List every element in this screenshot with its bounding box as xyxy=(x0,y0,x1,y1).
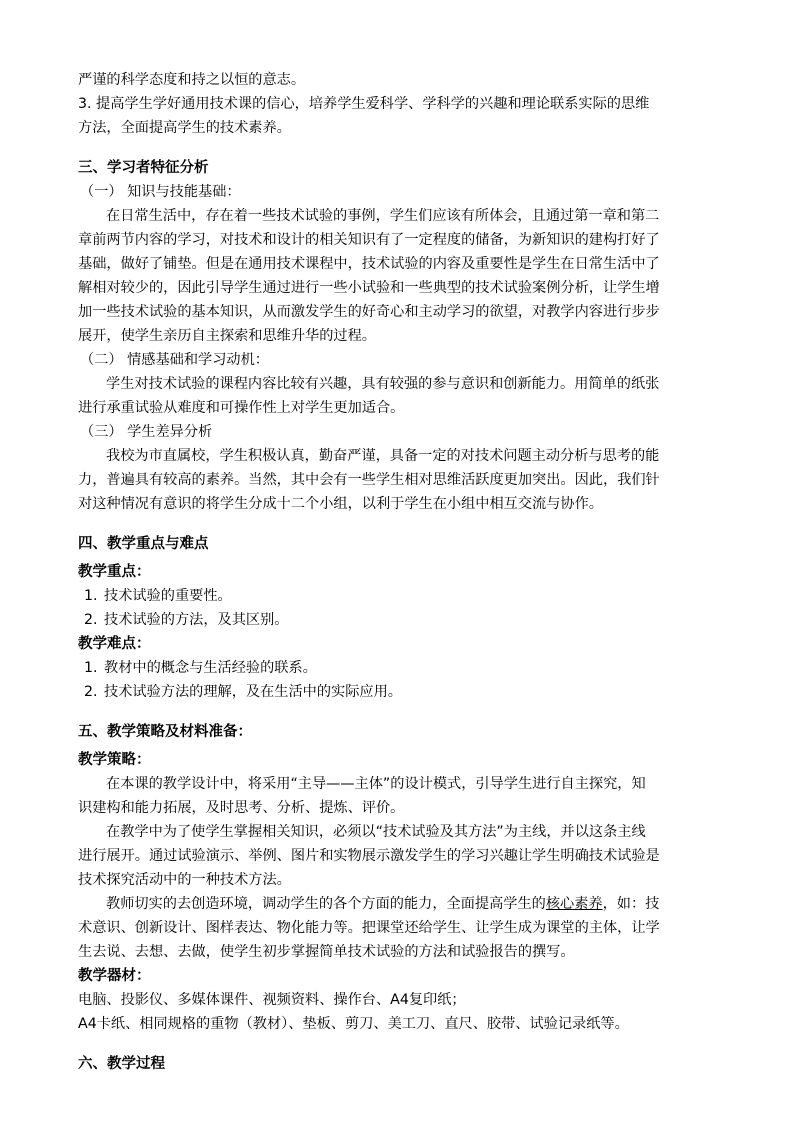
paragraph-line: 进行展开。通过试验演示、举例、图片和实物展示激发学生的学习兴趣让学生明确技术试验是 xyxy=(78,848,660,864)
paragraph-line: 生去说、去想、去做，使学生初步掌握简单技术试验的方法和试验报告的撰写。 xyxy=(78,944,575,960)
key-points-label: 教学重点： xyxy=(78,564,151,580)
paragraph-line: 展开，使学生亲历自主探索和思维升华的过程。 xyxy=(78,328,376,344)
paragraph-line: A4卡纸、相同规格的重物（教材）、垫板、剪刀、美工刀、直尺、胶带、试验记录纸等。 xyxy=(78,1016,629,1032)
list-item xyxy=(78,584,728,608)
list-item xyxy=(78,656,728,680)
section-4-heading: 四、教学重点与难点 xyxy=(78,536,209,552)
paragraph-line: 在日常生活中，存在着一些技术试验的事例，学生们应该有所体会，且通过第一章和第二 xyxy=(106,208,660,224)
intro-line-3: 方法，全面提高学生的技术素养。 xyxy=(78,120,291,136)
equipment-label: 教学器材： xyxy=(78,968,151,984)
paragraph-line: 学生对技术试验的课程内容比较有兴趣，具有较强的参与意识和创新能力。用简单的纸张 xyxy=(106,376,660,392)
list-number: 1. xyxy=(84,660,98,676)
paragraph-line xyxy=(78,892,728,916)
list-number: 1. xyxy=(84,588,98,604)
paragraph-line: 解相对较少的，因此引导学生通过进行一些小试验和一些典型的技术试验案例分析，让学生增 xyxy=(78,280,660,296)
paragraph-line: 电脑、投影仪、多媒体课件、视频资料、操作台、A4复印纸； xyxy=(78,992,466,1008)
list-item-text: 技术试验的重要性。 xyxy=(104,588,232,604)
paragraph-line: 我校为市直属校，学生积极认真，勤奋严谨，具备一定的对技术问题主动分析与思考的能 xyxy=(106,448,660,464)
intro-line-1: 严谨的科学态度和持之以恒的意志。 xyxy=(78,72,306,88)
subsection-2-heading: （二） 情感基础和学习动机： xyxy=(80,352,269,368)
subsection-3-heading: （三） 学生差异分析 xyxy=(80,424,213,440)
subsection-1-heading: （一） 知识与技能基础： xyxy=(80,184,241,200)
text-fragment: 教师切实的去创造环境，调动学生的各个方面的能力，全面提高学生的 xyxy=(106,896,546,912)
paragraph-line: 在本课的教学设计中，将采用“主导——主体”的设计模式，引导学生进行自主探究，知 xyxy=(106,776,646,792)
paragraph-line: 在教学中为了使学生掌握相关知识，必须以“技术试验及其方法”为主线，并以这条主线 xyxy=(106,824,646,840)
paragraph-line: 术意识、创新设计、图样表达、物化能力等。把课堂还给学生、让学生成为课堂的主体，让学 xyxy=(78,920,660,936)
list-item-text: 教材中的概念与生活经验的联系。 xyxy=(104,660,317,676)
paragraph-line: 对这种情况有意识的将学生分成十二个小组，以利于学生在小组中相互交流与协作。 xyxy=(78,496,603,512)
paragraph-line: 章前两节内容的学习，对技术和设计的相关知识有了一定程度的储备，为新知识的建构打好了 xyxy=(78,232,660,248)
underlined-term: 核心素养 xyxy=(545,896,603,912)
list-item xyxy=(78,680,728,704)
list-item-text: 技术试验的方法，及其区别。 xyxy=(104,612,289,628)
strategy-label: 教学策略： xyxy=(78,752,151,768)
paragraph-line: 基础，做好了铺垫。但是在通用技术课程中，技术试验的内容及重要性是学生在日常生活中了 xyxy=(78,256,660,272)
list-item xyxy=(78,608,728,632)
paragraph-line: 识建构和能力拓展，及时思考、分析、提炼、评价。 xyxy=(78,800,405,816)
document-page xyxy=(78,68,728,1076)
paragraph-line: 力，普遍具有较高的素养。当然，其中会有一些学生相对思维活跃度更加突出。因此，我们针 xyxy=(78,472,660,488)
section-5-heading: 五、教学策略及材料准备： xyxy=(78,724,252,740)
section-6-heading: 六、教学过程 xyxy=(78,1056,165,1072)
section-3-heading: 三、学习者特征分析 xyxy=(78,160,209,176)
list-number: 2. xyxy=(84,684,98,700)
list-item-text: 技术试验方法的理解，及在生活中的实际应用。 xyxy=(104,684,402,700)
paragraph-line: 加一些技术试验的基本知识，从而激发学生的好奇心和主动学习的欲望，对教学内容进行步步 xyxy=(78,304,660,320)
text-fragment: ，如：技 xyxy=(602,896,660,912)
paragraph-line: 技术探究活动中的一种技术方法。 xyxy=(78,872,291,888)
difficulties-label: 教学难点： xyxy=(78,636,151,652)
intro-line-2: 3. 提高学生学好通用技术课的信心，培养学生爱科学、学科学的兴趣和理论联系实际的思维 xyxy=(78,96,650,112)
list-number: 2. xyxy=(84,612,98,628)
paragraph-line: 进行承重试验从难度和可操作性上对学生更加适合。 xyxy=(78,400,405,416)
